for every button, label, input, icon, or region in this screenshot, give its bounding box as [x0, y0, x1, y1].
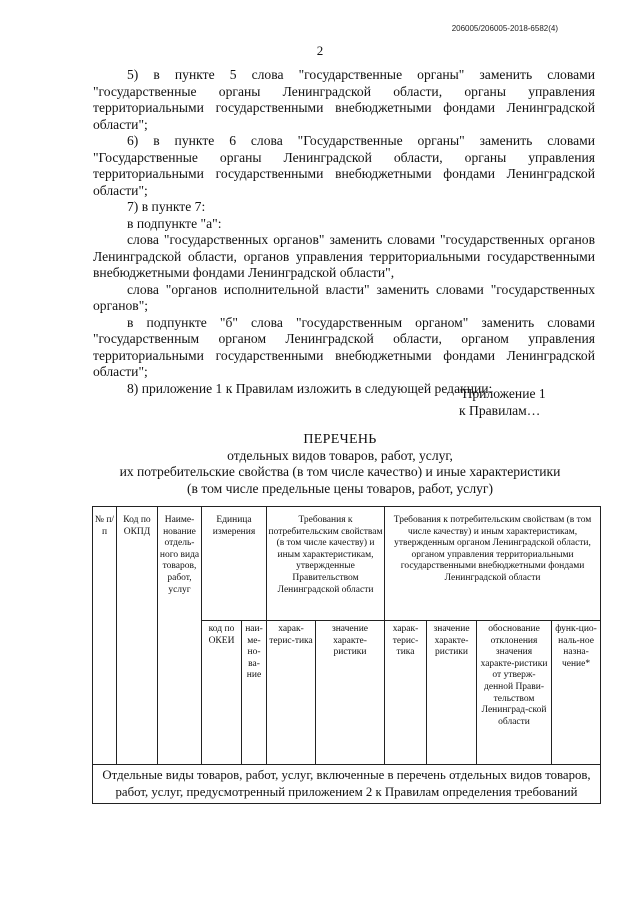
paragraph-item-6: 6) в пункте 6 слова "Государственные органы" заменить словами "Государственные органы Ленинградской области, органы управления территориальными государственными внебюджетными фондами Ленинградской области";	[93, 133, 595, 198]
header-unit: Единица измерения	[202, 507, 267, 621]
paragraph-subitem-a: в подпункте "а":	[127, 215, 222, 231]
body-text	[93, 67, 595, 397]
subheader-function: функ-цио-наль-ное назна-чение*	[552, 621, 601, 765]
paragraph-replace-2: слова "органов исполнительной власти" заменить словами "государственных органов";	[93, 281, 595, 313]
table-row	[93, 765, 601, 804]
appendix-caption	[457, 386, 546, 419]
subheader-unit-name: наи-ме-но-ва-ние	[242, 621, 267, 765]
paragraph-item-5: 5) в пункте 5 слова "государственные органы" заменить словами "государственные органы Ленинградской области, органы управления территориальными государственными внебюджетными фондами Ленинградской области";	[93, 67, 595, 132]
title-line-2: отдельных видов товаров, работ, услуг,	[227, 448, 453, 464]
requirements-table	[92, 506, 601, 804]
subheader-characteristic-2: харак-терис-тика	[385, 621, 427, 765]
header-requirements-government: Требования к потребительским свойствам (в том числе качеству) и иным характеристикам, утвержденные Правительством Ленинградской области	[267, 507, 385, 621]
subheader-okei-code: код по ОКЕИ	[202, 621, 242, 765]
title-line-3: их потребительские свойства (в том числе качество) и иные характеристики	[119, 464, 561, 480]
subheader-value-2: значение характе-ристики	[427, 621, 477, 765]
paragraph-item-8: 8) приложение 1 к Правилам изложить в следующей редакции:	[127, 380, 493, 396]
subheader-value-1: значение характе-ристики	[316, 621, 385, 765]
appendix-line-1: "Приложение 1	[457, 386, 546, 401]
appendix-line-2: к Правилам…	[459, 402, 541, 418]
paragraph-replace-1: слова "государственных органов" заменить словами "государственных органов Ленинградской области, органов управления территориальными государственными внебюджетными фондами Ленинградской области",	[93, 232, 595, 280]
table-header-row	[93, 507, 601, 621]
title-line-1: ПЕРЕЧЕНЬ	[303, 432, 377, 447]
header-number: № п/п	[93, 507, 117, 765]
header-item-name: Наиме-нование отдель-ного вида товаров, работ, услуг	[158, 507, 202, 765]
title-line-4: (в том числе предельные цены товаров, работ, услуг)	[186, 480, 494, 496]
list-title	[80, 432, 600, 497]
merged-description-row: Отдельные виды товаров, работ, услуг, включенные в перечень отдельных видов товаров, работ, услуг, предусмотренный приложением 2 к Правилам определения требований	[93, 765, 601, 804]
document-id: 206005/206005-2018-6582(4)	[451, 24, 558, 33]
subheader-justification: обоснование отклонения значения характе-ристики от утверж-денной Прави-тельством Ленинград-ской области	[477, 621, 552, 765]
paragraph-item-7: 7) в пункте 7:	[127, 199, 206, 214]
header-requirements-organ: Требования к потребительским свойствам (в том числе качеству) и иным характеристикам, утвержденным органом Ленинградской области, органом управления территориальными государственными внебюджетными фондами Ленинградской области	[385, 507, 601, 621]
subheader-characteristic-1: харак-терис-тика	[267, 621, 316, 765]
page-number: 2	[316, 43, 324, 58]
header-okpd-code: Код по ОКПД	[117, 507, 158, 765]
paragraph-subitem-b: в подпункте "б" слова "государственным органом" заменить словами "государственным органом Ленинградской области, органом управления территориальными государственными внебюджетными фондами Ленинградской области";	[93, 314, 595, 379]
